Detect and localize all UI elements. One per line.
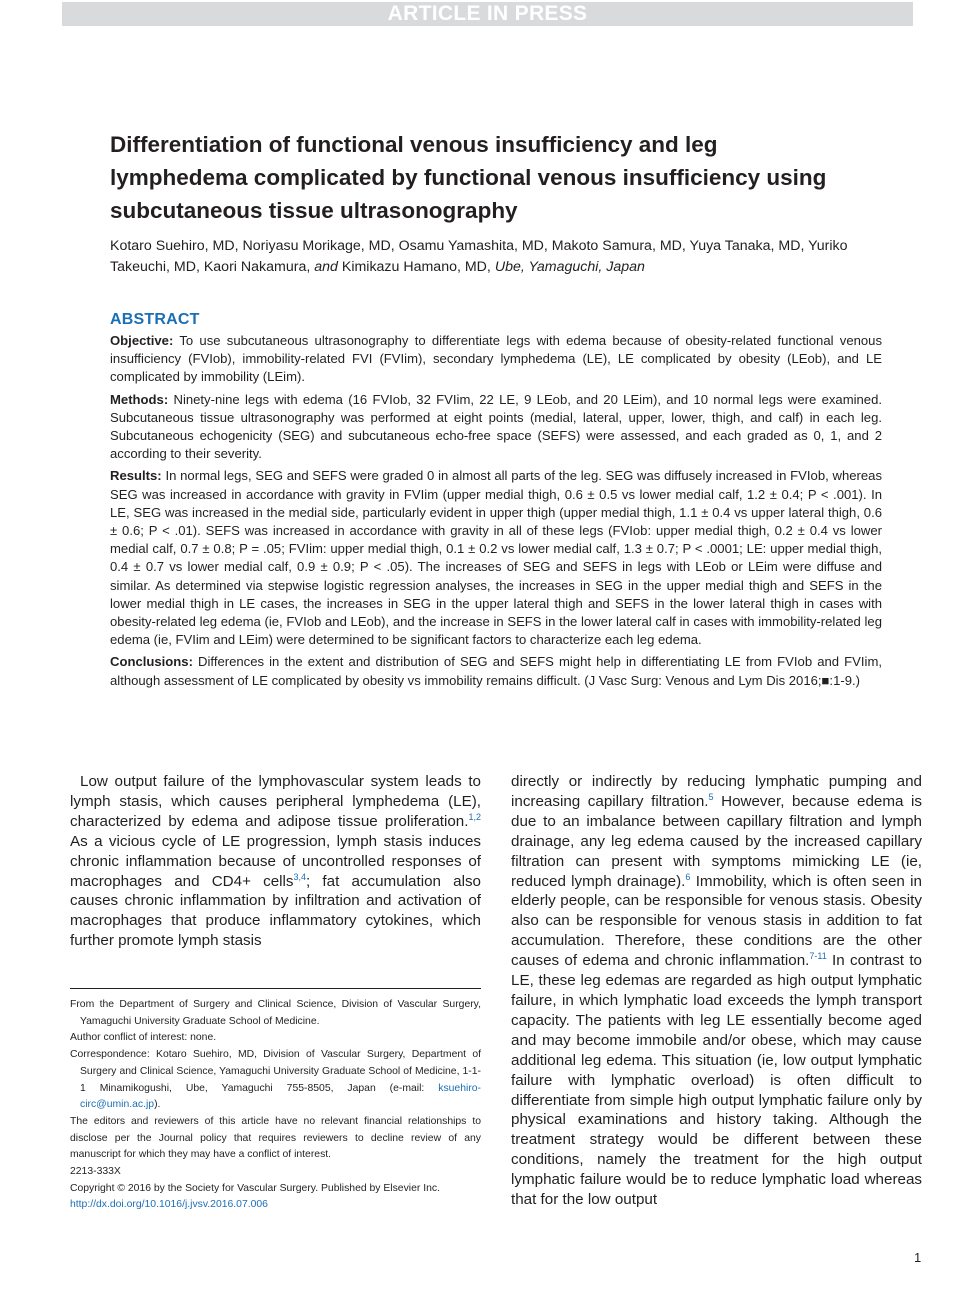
reference-link[interactable]: 5 — [708, 791, 714, 802]
body-text: However, because edema is due to an imbalance between capillary filtration and lymph drainage, any leg edema caused by the increased capillary filtration can present with symptoms mimicking LE (ie, reduced lymph drainage). — [511, 792, 922, 890]
body-paragraph — [511, 772, 922, 1210]
footnote-copyright: Copyright © 2016 by the Society for Vascular Surgery. Published by Elsevier Inc. — [70, 1182, 440, 1194]
authors-text: Kotaro Suehiro, MD, Noriyasu Morikage, MD, Osamu Yamashita, MD, Makoto Samura, MD, Yuya Tanaka, MD, Yuriko Takeuchi, MD, Kaori Nakamura, — [110, 238, 848, 275]
reference-link[interactable]: 6 — [685, 871, 691, 882]
authors-and: and — [314, 259, 338, 275]
methods-text: Ninety-nine legs with edema (16 FVIob, 32 FVIim, 22 LE, 9 LEob, and 20 LEim), and 10 normal legs were examined. Subcutaneous tissue ultrasonography was performed at eight points (medial, lateral, upper, lower, thigh, and calf) in each leg. Subcutaneous echogenicity (SEG) and subcutaneous echo-free space (SEFS) were assessed, and each graded as 0, 1, and 2 according to their severity. — [110, 391, 882, 462]
body-column-left — [70, 772, 481, 951]
article-in-press-banner: ARTICLE IN PRESS — [62, 2, 913, 26]
methods-label: Methods: — [110, 391, 169, 407]
footnote-divider — [70, 988, 481, 989]
footnote-issn: 2213-333X — [70, 1166, 121, 1178]
objective-text: To use subcutaneous ultrasonography to differentiate legs with edema because of obesity-related functional venous insufficiency (FVIob), immobility-related FVI (FVIim), secondary lymphedema (LE), LE complicated by obesity (LEob), and LE complicated by immobility (LEim). — [110, 333, 882, 385]
page-number: 1 — [914, 1250, 922, 1265]
footnote-conflict: Author conflict of interest: none. — [70, 1032, 217, 1044]
reference-link[interactable]: 7-11 — [809, 951, 827, 962]
body-column-right — [511, 772, 922, 1210]
reference-link[interactable]: 1,2 — [468, 811, 481, 822]
abstract — [110, 332, 882, 694]
last-author: Kimikazu Hamano, MD, — [341, 259, 491, 275]
body-text: In contrast to LE, these leg edemas are regarded as high output lymphatic failure, in which lymphatic load exceeds the lymph transport capacity. The patients with leg LE essentially become aged and may become immobile and/or obese, which may cause additional leg edema. This situation (ie, low output lymphatic failure with lymphatic overload) is often difficult to differentiate from simple high output lymphatic failure only by physical examinations and history taking. Although the treatment strategy would be different between these conditions, namely the treatment for the high output lymphatic failure would be to reduce lymphatic load whereas that for the low output — [511, 952, 922, 1209]
body-text: Low output failure of the lymphovascular system leads to lymph stasis, which causes peripheral lymphedema (LE), characterized by edema and adipose tissue proliferation. — [70, 773, 481, 830]
email-link[interactable]: ksuehiro-circ@umin.ac.jp — [80, 1082, 481, 1111]
author-location: Ube, Yamaguchi, Japan — [494, 259, 645, 275]
results-text: In normal legs, SEG and SEFS were graded 0 in almost all parts of the leg. SEG was diffusely increased in FVIob, whereas SEG was increased in accordance with gravity in FVIim (upper medial thigh, 0.6 ± 0.5 vs lower medial calf, 1.2 ± 0.4; P < .001). In LE, SEG was increased in the medial side, particularly evident in upper thigh (upper medial thigh, 1.1 ± 0.4 vs upper lateral thigh, 0.6 ± 0.6; P < .01). SEFS was increased in accordance with gravity in all of these legs (FVIob: upper medial thigh, 0.2 ± 0.4 vs lower medial calf, 0.7 ± 0.8; P = .05; FVIim: upper medial thigh, 0.1 ± 0.2 vs lower medial calf, 1.3 ± 0.7; P < .0001; LE: upper medial thigh, 0.4 ± 0.7 vs lower medial calf, 0.9 ± 0.9; P < .05). The increases of SEG and SEFS in legs with LEob or LEim were diffuse and similar. As determined via stepwise logistic regression analyses, the increases in SEG in the upper medial thigh and SEFS in the lower medial thigh in LE cases, the increases in SEG in the upper lateral thigh and SEFS in the lower lateral thigh in cases with obesity-related leg edema (ie, FVIob and LEob), and the increase in SEFS in the lower lateral calf in cases with immobility-related leg edema (ie, FVIim and LEim) were determined to be significant factors to characterize each leg edema. — [110, 468, 883, 648]
abstract-objective — [110, 332, 882, 387]
doi-link[interactable]: http://dx.doi.org/10.1016/j.jvsv.2016.07.006 — [70, 1199, 268, 1211]
objective-label: Objective: — [110, 333, 174, 348]
abstract-methods — [110, 391, 882, 464]
conclusions-text: Differences in the extent and distribution of SEG and SEFS might help in differentiating LE from FVIob and FVIim, although assessment of LE complicated by obesity vs immobility remains difficult. (J Vasc Surg: Venous and Lym Dis 2016;■:1-9.) — [110, 654, 882, 688]
footnote-affiliation: From the Department of Surgery and Clinical Science, Division of Vascular Surgery, Yamaguchi University Graduate School of Medicine. — [70, 999, 481, 1027]
conclusions-label: Conclusions: — [110, 654, 193, 670]
results-label: Results: — [110, 468, 162, 484]
body-text: Immobility, which is often seen in elderly people, can be responsible for venous stasis. Obesity also can be responsible for venous stasis in addition to fat accumulation. Therefore, these conditions are the other causes of edema and chronic inflammation. — [511, 872, 922, 970]
body-text: directly or indirectly by reducing lymphatic pumping and increasing capillary filtration. — [511, 773, 922, 810]
author-list — [110, 236, 890, 278]
footnote-editors: The editors and reviewers of this article have no relevant financial relationships to disclose per the Journal policy that requires reviewers to decline review of any manuscript for which they may have a conflict of interest. — [70, 1115, 481, 1161]
abstract-conclusions — [110, 653, 882, 689]
reference-link[interactable]: 3,4 — [293, 871, 307, 882]
body-text: ; fat accumulation also causes chronic inflammation by infiltration and activation of macrophages that produce inflammatory cytokines, which further promote lymph stasis — [70, 872, 481, 950]
footnotes — [70, 997, 481, 1214]
abstract-heading: ABSTRACT — [110, 311, 200, 328]
correspondence-text: Correspondence: Kotaro Suehiro, MD, Division of Vascular Surgery, Department of Surgery and Clinical Science, Yamaguchi University Graduate School of Medicine, 1-1-1 Minamikogushi, Ube, Yamaguchi 755-8505, Japan (e-mail: — [70, 1049, 481, 1094]
body-text: As a vicious cycle of LE progression, lymph stasis induces chronic inflammation because of uncontrolled responses of macrophages and CD4+ cells — [70, 832, 481, 890]
correspondence-end: ). — [154, 1099, 161, 1111]
footnote-correspondence — [70, 1047, 481, 1114]
body-paragraph — [70, 772, 481, 951]
article-title: Differentiation of functional venous insufficiency and leg lymphedema complicated by functional venous insufficiency using subcutaneous tissue ultrasonography — [110, 132, 827, 223]
abstract-results — [110, 467, 882, 649]
